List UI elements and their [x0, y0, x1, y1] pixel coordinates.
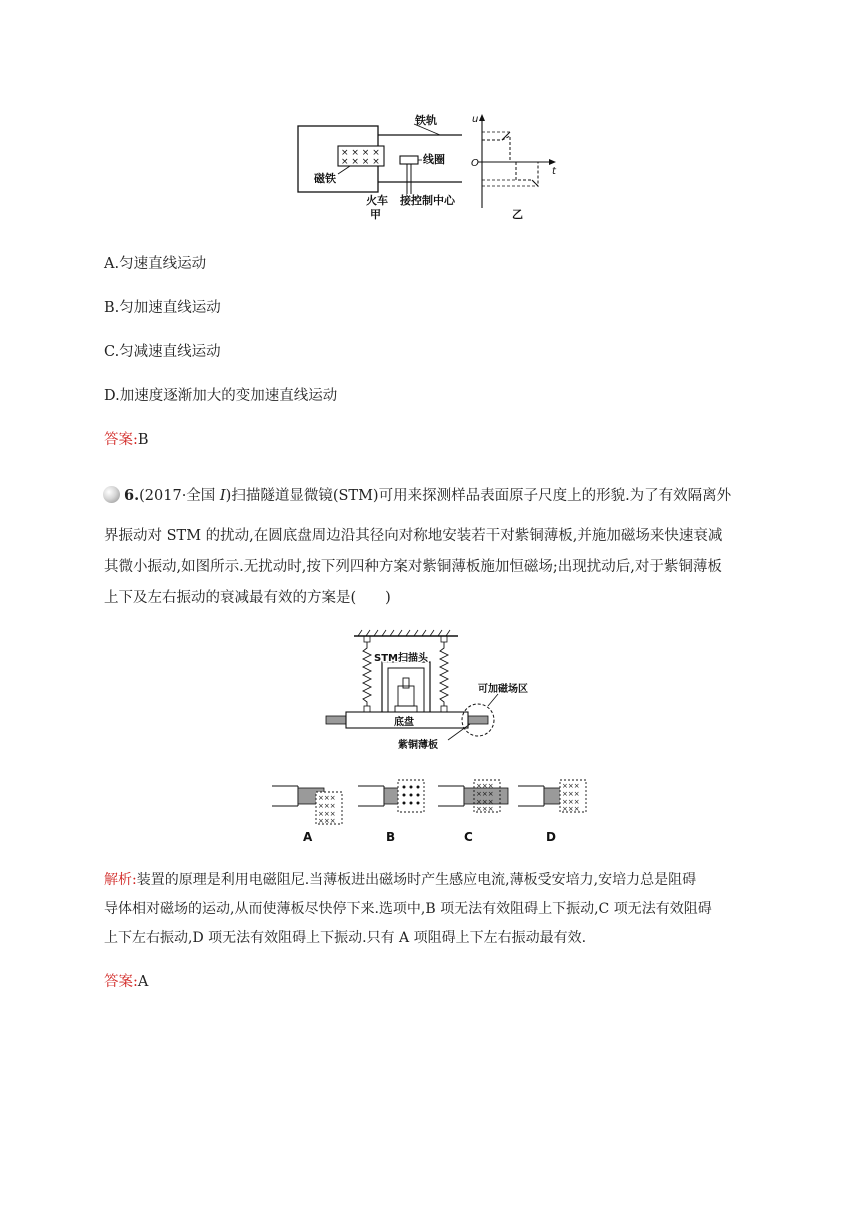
- answer-value: A: [137, 974, 149, 990]
- svg-text:×××: ×××: [562, 798, 580, 806]
- svg-text:u: u: [472, 114, 479, 125]
- figure-stm: [320, 628, 550, 756]
- option-d: D.加速度逐渐加大的变加速直线运动: [104, 388, 338, 404]
- question-6-line-3: 其微小振动,如图所示.无扰动时,按下列四种方案对紫铜薄板施加恒磁场;出现扰动后,对于紫铜薄板: [104, 559, 722, 575]
- svg-text:×××: ×××: [476, 805, 494, 813]
- label-coil: 线圈: [423, 153, 445, 166]
- question-6-first-line: 6.(2017·全国 Ⅰ)扫描隧道显微镜(STM)可用来探测样品表面原子尺度上的形貌.为了有效隔离外: [124, 487, 732, 504]
- solution-line-2: 导体相对磁场的运动,从而使薄板尽快停下来.选项中,B 项无法有效阻碍上下振动,C 项无法有效阻碍: [104, 901, 712, 917]
- option-c: C.匀减速直线运动: [104, 344, 221, 360]
- voltage-graph: [471, 114, 557, 208]
- option-a: A.匀速直线运动: [104, 256, 207, 272]
- answer-q5: [104, 430, 149, 450]
- solution-line-1: 解析:装置的原理是利用电磁阻尼.当薄板进出磁场时产生感应电流,薄板受安培力,安培力总是阻碍: [104, 872, 697, 888]
- answer-label: 答案:: [104, 432, 138, 448]
- svg-text:×××: ×××: [562, 782, 580, 790]
- caption-jia: 甲: [370, 208, 381, 221]
- option-d-diagram: [518, 780, 586, 813]
- svg-text:×××: ×××: [318, 802, 336, 810]
- question-number: 6.: [124, 487, 140, 504]
- answer-label: 答案:: [104, 974, 138, 990]
- coil: [400, 156, 418, 164]
- svg-text:可加磁场区: 可加磁场区: [478, 684, 528, 695]
- svg-text:× × × ×: × × × ×: [341, 157, 380, 167]
- option-label-b: B: [386, 830, 396, 844]
- svg-text:×××: ×××: [476, 798, 494, 806]
- option-label-a: A: [303, 830, 313, 844]
- svg-text:×××: ×××: [318, 810, 336, 818]
- option-label-d: D: [546, 830, 556, 844]
- svg-text:×××: ×××: [476, 790, 494, 798]
- svg-text:STM扫描头: STM扫描头: [374, 653, 428, 664]
- svg-text:×××: ×××: [562, 790, 580, 798]
- svg-text:×××: ×××: [318, 817, 336, 825]
- question-6-line-4: 上下及左右振动的衰减最有效的方案是( ): [104, 590, 391, 606]
- question-6-line-2: 界振动对 STM 的扰动,在圆底盘周边沿其径向对称地安装若干对紫铜薄板,并施加磁场来快速衰减: [104, 528, 723, 544]
- svg-text:×××: ×××: [476, 782, 494, 790]
- label-train: 火车: [366, 194, 388, 207]
- solution-line-3: 上下左右振动,D 项无法有效阻碍上下振动.只有 A 项阻碍上下左右振动最有效.: [104, 930, 587, 946]
- option-a-diagram: [272, 786, 342, 825]
- answer-q6: [104, 972, 148, 992]
- caption-yi: 乙: [512, 208, 523, 221]
- figure-train-coil: [290, 110, 580, 225]
- svg-text:× × × ×: × × × ×: [341, 148, 380, 158]
- svg-text:底盘: 底盘: [394, 717, 414, 728]
- svg-text:t: t: [552, 166, 556, 177]
- figure-options: [270, 776, 600, 846]
- option-b-diagram: [358, 780, 424, 812]
- svg-text:×××: ×××: [318, 794, 336, 802]
- svg-text:紫铜薄板: 紫铜薄板: [398, 740, 438, 751]
- label-magnet: 磁铁: [314, 172, 336, 185]
- svg-text:O: O: [471, 158, 479, 169]
- svg-text:×××: ×××: [562, 805, 580, 813]
- question-bullet-icon: [103, 486, 120, 503]
- label-control: 接控制中心: [400, 194, 455, 207]
- option-label-c: C: [464, 830, 473, 844]
- solution-label: 解析:: [104, 872, 137, 888]
- answer-value: B: [137, 432, 149, 448]
- label-rail: 铁轨: [415, 114, 437, 127]
- option-c-diagram: [438, 780, 508, 813]
- option-b: B.匀加速直线运动: [104, 300, 221, 316]
